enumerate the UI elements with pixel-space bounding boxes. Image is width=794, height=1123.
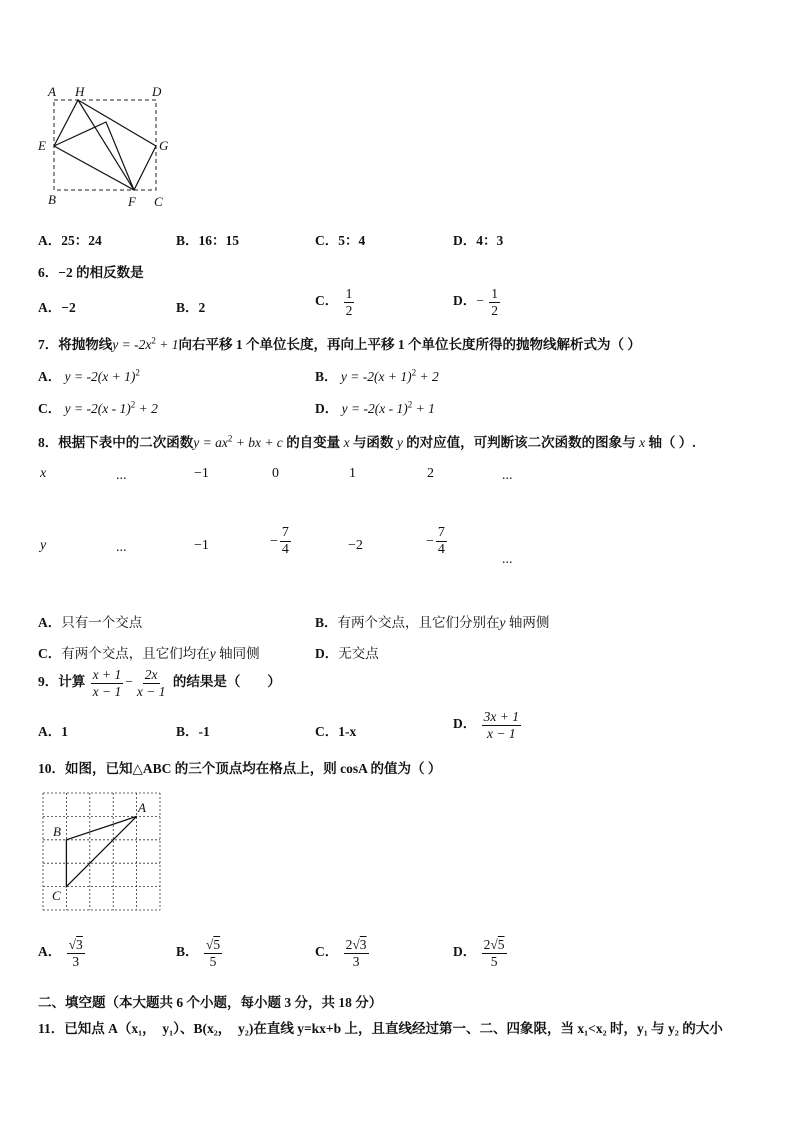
label-H: H — [75, 84, 85, 99]
label-D: D — [152, 84, 162, 99]
label-C: C — [52, 888, 61, 903]
table-x-cell: 1 — [349, 466, 356, 481]
q9-option-a: A．1 — [38, 724, 68, 739]
q9-option-c: C．1-x — [315, 724, 357, 739]
q10-option-d: D． $\frac{2√5}{5}$ — [453, 937, 505, 969]
q7-option-a: A． $y = -2(x + 1)^2$ — [38, 367, 140, 384]
q7-option-d: D． y = -2(x - 1)$^2$ + 1 — [315, 399, 435, 416]
label-G: G — [159, 138, 169, 153]
q6-option-b: B．2 — [176, 300, 206, 315]
section-title: 二、填空题（本大题共 6 个小题，每小题 3 分，共 18 分） — [38, 995, 383, 1010]
table-y-label: y — [40, 538, 47, 553]
q5-option-c: C．5：4 — [315, 233, 366, 248]
q11-text: 11．已知点 A（x₁， y₁）、B(x₂， y₂)在直线 y=kx+b 上，且直线经过第一、二、四象限，当 x₁<x₂ 时，y₁ 与 y₂ 的大小 — [38, 1021, 723, 1036]
q9-stem: 9．计算 $\frac{x + 1}{x - 1}$ − $\frac{2x}{x - 1}$ 的结果是（ ） — [38, 667, 281, 699]
q8-stem: 8．根据下表中的二次函数$y = ax^2$ + bx + c 的自变量 x 与函数 y 的对应值，可判断该二次函数的图象与 x 轴（ ）. — [38, 433, 696, 450]
q9-option-b: B．-1 — [176, 724, 210, 739]
label-E: E — [38, 138, 46, 153]
q10-option-c: C． $\frac{2√3}{3}$ — [315, 937, 367, 969]
table-x-cell: ... — [502, 468, 513, 483]
table-x-cell: −1 — [194, 466, 209, 481]
table-y-cell: −2 — [348, 538, 363, 553]
table-x-cell: ... — [116, 468, 127, 483]
label-F: F — [128, 194, 136, 209]
label-B: B — [48, 192, 56, 207]
q8-option-a: A．只有一个交点 — [38, 615, 143, 630]
q7-option-b: B． $y = -2(x + 1)^2 + 2$ — [315, 367, 439, 384]
q9-option-d: D． $\frac{3x + 1}{x - 1}$ — [453, 709, 519, 741]
q10-option-b: B． $\frac{√5}{5}$ — [176, 937, 221, 969]
q7-option-c: C． y = -2(x - 1)$^2$ + 2 — [38, 399, 158, 416]
label-C: C — [154, 194, 163, 209]
q6-stem: 6．−2 的相反数是 — [38, 265, 144, 280]
table-y-cell: − $\frac{7}{4}$ — [426, 525, 445, 558]
table-y-cell: −1 — [194, 538, 209, 553]
q6-option-a: A．−2 — [38, 300, 76, 315]
table-x-cell: 0 — [272, 466, 279, 481]
label-A: A — [138, 800, 146, 815]
table-y-cell: − $\frac{7}{4}$ — [270, 525, 289, 558]
q6-option-c: C． $\frac{1}{2}$ — [315, 286, 353, 318]
q10-stem: 10．如图，已知△ABC 的三个顶点均在格点上，则 cosA 的值为（ ） — [38, 761, 442, 776]
table-y-cell: ... — [116, 540, 127, 555]
q8-option-b: B．有两个交点，且它们分别在y 轴两侧 — [315, 615, 550, 630]
label-A: A — [48, 84, 56, 99]
label-B: B — [53, 824, 61, 839]
q5-option-b: B．16：15 — [176, 233, 240, 248]
q8-option-c: C．有两个交点，且它们均在y 轴同侧 — [38, 646, 260, 661]
q7-stem: 7．将抛物线$y = -2x^2 + 1$向右平移 1 个单位长度，再向上平移 1 个单位长度所得的抛物线解析式为（ ） — [38, 335, 641, 352]
q5-option-d: D．4：3 — [453, 233, 504, 248]
q8-option-d: D．无交点 — [315, 646, 379, 661]
table-y-cell: ... — [502, 552, 513, 567]
table-x-label: x — [40, 466, 47, 481]
q5-option-a: A．25：24 — [38, 233, 102, 248]
q10-option-a: A． $\frac{√3}{3}$ — [38, 937, 83, 969]
grid-figure — [36, 786, 166, 916]
rectangle-figure — [36, 82, 176, 212]
table-x-cell: 2 — [427, 466, 434, 481]
q6-option-d: D．− $\frac{1}{2}$ — [453, 286, 498, 318]
